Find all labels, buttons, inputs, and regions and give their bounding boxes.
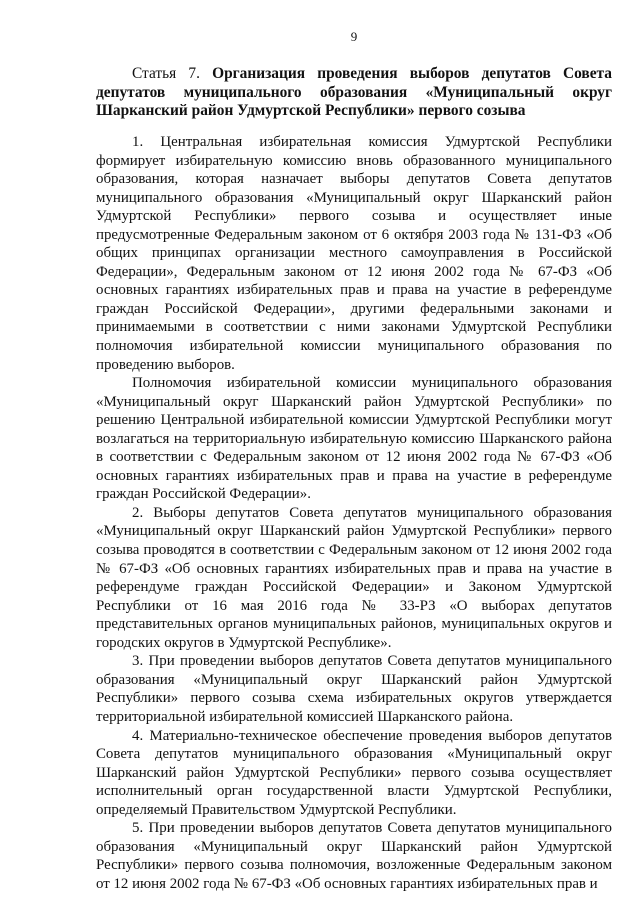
paragraph-2: 2. Выборы депутатов Совета депутатов муниципального образования «Муниципальный округ Шарканский район Удмуртской Республики» первого созыва проводятся в соответствии с Федеральным законом от 12 июня 2002 года № 67-ФЗ «Об основных гарантиях избирательных прав и права на участие в референдуме граждан Российской Федерации» и Законом Удмуртской Республики от 16 мая 2016 года № 33-РЗ «О выборах депутатов представительных органов муниципальных районов, муниципальных округов и городских округов в Удмуртской Республике». — [96, 504, 612, 651]
paragraph-1-continued: Полномочия избирательной комиссии муниципального образования «Муниципальный округ Шарканский район Удмуртской Республики» по решению Центральной избирательной комиссии Удмуртской Республики могут возлагаться на территориальную избирательную комиссию Шарканского района в соответствии с Федеральным законом от 12 июня 2002 года № 67-ФЗ «Об основных гарантиях избирательных прав и права на участие в референдуме граждан Российской Федерации». — [96, 375, 612, 503]
paragraph-1: 1. Центральная избирательная комиссия Удмуртской Республики формирует избирательную комиссию вновь образованного муниципального образования, которая назначает выборы депутатов Совета депутатов муниципального образования «Муниципальный округ Шарканский район Удмуртской Республики» первого созыва и осуществляет иные предусмотренные Федеральным законом от 6 октября 2003 года № 131-ФЗ «Об общих принципах организации местного самоуправления в Российской Федерации», Федеральным законом от 12 июня 2002 года № 67-ФЗ «Об основных гарантиях избирательных прав и права на участие в референдуме граждан Российской Федерации», другими федеральными законами и принимаемыми в соответствии с ними законами Удмуртской Республики полномочия избирательной комиссии муниципального образования по проведению выборов. — [96, 134, 612, 373]
page-number: 9 — [350, 29, 358, 44]
article-heading — [96, 65, 612, 121]
article-body — [96, 133, 612, 893]
article-title: Организация проведения выборов депутатов Совета депутатов муниципального образования «Муниципальный округ Шарканский район Удмуртской Республики» первого созыва — [96, 65, 612, 120]
paragraph-3: 3. При проведении выборов депутатов Совета депутатов муниципального образования «Муниципальный округ Шарканский район Удмуртской Республики» первого созыва схема избирательных округов утверждается территориальной избирательной комиссией Шарканского района. — [96, 653, 612, 725]
paragraph-5: 5. При проведении выборов депутатов Совета депутатов муниципального образования «Муниципальный округ Шарканский район Удмуртской Республики» первого созыва полномочия, возложенные Федеральным законом от 12 июня 2002 года № 67-ФЗ «Об основных гарантиях избирательных прав и — [96, 820, 612, 892]
article-label: Статья 7. — [132, 65, 200, 82]
paragraph-4: 4. Материально-техническое обеспечение проведения выборов депутатов Совета депутатов муниципального образования «Муниципальный округ Шарканский район Удмуртской Республики» первого созыва осуществляет исполнительный орган государственной власти Удмуртской Республики, определяемый Правительством Удмуртской Республики. — [96, 727, 612, 818]
